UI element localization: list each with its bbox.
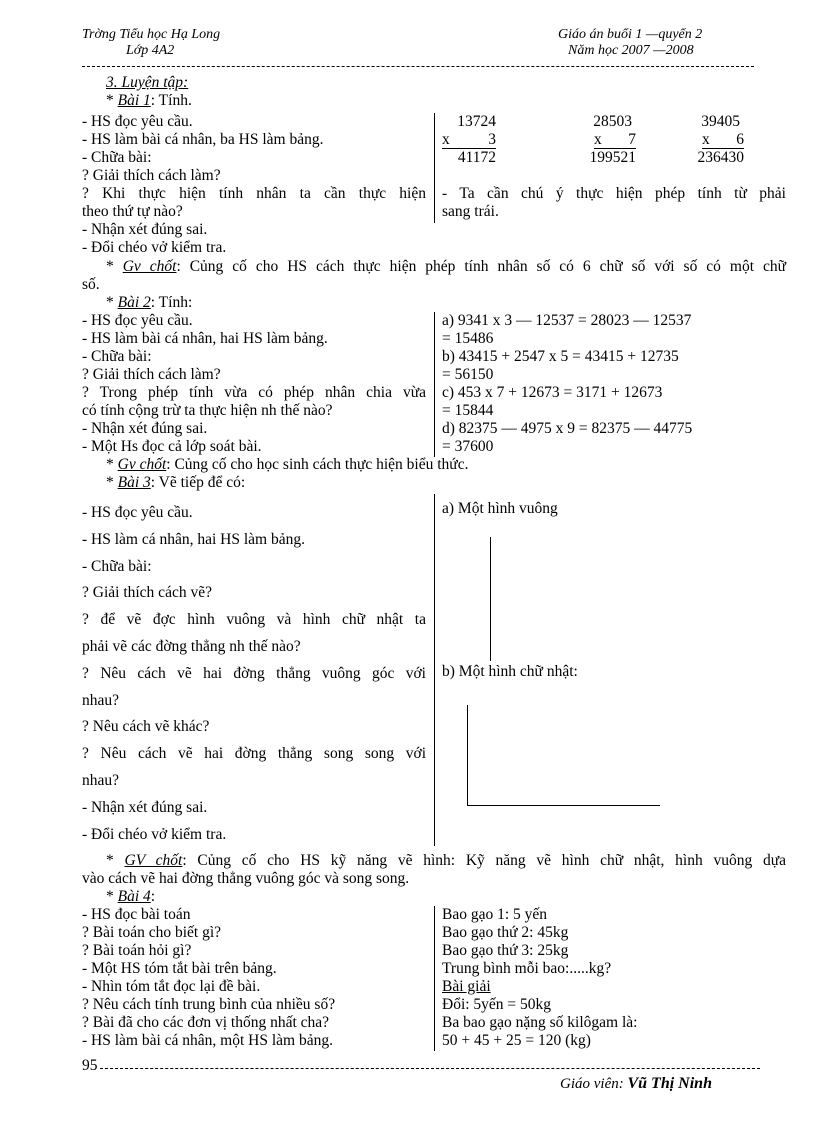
calc-2: 28503 x 7 199521: [589, 113, 636, 166]
bai3-right-a: a) Một hình vuông: [442, 500, 558, 517]
teacher-signature: Giáo viên: Vũ Thị Ninh: [560, 1075, 712, 1092]
bai2-left: - HS đọc yêu cầu. - HS làm bài cá nhân, hai HS làm bảng. - Chữa bài: ? Giải thích cách làm? ? Trong phép tính vừa có phép nhân chia vừa có tính cộng trừ ta thực hiện nh thế nào? - Nhận xét đúng sai. - Một Hs đọc cả lớp soát bài.: [82, 312, 426, 455]
footer-divider: [100, 1068, 760, 1069]
school-name: Trờng Tiểu học Hạ Long: [82, 27, 221, 42]
bai1-heading: * Bài 1: Tính.: [106, 92, 192, 109]
bai4-left: - HS đọc bài toán ? Bài toán cho biết gì? ? Bài toán hỏi gì? - Một HS tóm tắt bài trên bảng. - Nhìn tóm tắt đọc lại đề bài. ? Nêu cách tính trung bình của nhiều số? ? Bài đã cho các đơn vị thống nhất cha? - HS làm bài cá nhân, một HS làm bảng.: [82, 906, 336, 1049]
bai2-divider: [434, 312, 435, 457]
bai1-divider: [434, 113, 435, 223]
bai2-gv-chot: * Gv chốt: Củng cố cho học sinh cách thực hiện biểu thức.: [106, 456, 469, 473]
bai3-right-b: b) Một hình chữ nhật:: [442, 663, 578, 680]
bai1-note: - Ta cần chú ý thực hiện phép tính từ phải sang trái.: [442, 185, 786, 220]
calc-3: 39405 x 6 236430: [697, 113, 744, 166]
bai1-left: - HS đọc yêu cầu. - HS làm bài cá nhân, ba HS làm bảng. - Chữa bài: ? Giải thích cách làm? ? Khi thực hiện tính nhân ta cần thực hiện theo thứ tự nào? - Nhận xét đúng sai. - Đổi chéo vở kiểm tra.: [82, 113, 426, 256]
rectangle-vertical-line: [467, 705, 468, 805]
bai4-right: Bao gạo 1: 5 yến Bao gạo thứ 2: 45kg Bao gạo thứ 3: 25kg Trung bình mỗi bao:.....kg? Bài giải Đổi: 5yến = 50kg Ba bao gạo nặng số kilôgam là: 50 + 45 + 25 = 120 (kg): [442, 906, 638, 1049]
bai4-heading: * Bài 4:: [106, 888, 156, 905]
bai1-gv-chot: * Gv chốt: Củng cố cho HS cách thực hiện phép tính nhân số có 6 chữ số với số có một chữ số.: [82, 258, 786, 293]
bai3-divider: [434, 494, 435, 846]
rectangle-horizontal-line: [467, 805, 660, 806]
square-line: [490, 537, 491, 661]
bai2-heading: * Bài 2: Tính:: [106, 294, 193, 311]
calc-1: 13724 x 3 41172: [442, 113, 496, 166]
class-name: Lớp 4A2: [126, 43, 175, 58]
header-divider: [82, 66, 754, 67]
school-year: Năm học 2007 —2008: [568, 43, 694, 58]
section-title: 3. Luyện tập:: [106, 74, 189, 91]
bai3-heading: * Bài 3: Vẽ tiếp để có:: [106, 474, 246, 491]
book-title: Giáo án buổi 1 —quyển 2: [558, 27, 703, 42]
bai2-right: a) 9341 x 3 — 12537 = 28023 — 12537 = 15486 b) 43415 + 2547 x 5 = 43415 + 12735 = 56150 c) 453 x 7 + 12673 = 3171 + 12673 = 15844 d) 82375 — 4975 x 9 = 82375 — 44775 = 37600: [442, 312, 693, 455]
bai3-left: - HS đọc yêu cầu. - HS làm cá nhân, hai HS làm bảng. - Chữa bài: ? Giải thích cách vẽ? ? để vẽ đợc hình vuông và hình chữ nhật ta phải vẽ các đờng thẳng nh thế nào? ? Nêu cách vẽ hai đờng thẳng vuông góc với nhau? ? Nêu cách vẽ khác? ? Nêu cách vẽ hai đờng thẳng song song với nhau? - Nhận xét đúng sai. - Đổi chéo vở kiểm tra.: [82, 504, 426, 843]
bai4-divider: [434, 906, 435, 1051]
page-number: 95: [82, 1057, 98, 1074]
bai3-gv-chot: * GV chốt: Củng cố cho HS kỹ năng vẽ hình: Kỹ năng vẽ hình chữ nhật, hình vuông dựa vào cách vẽ hai đờng thẳng vuông góc và song song.: [82, 852, 786, 887]
